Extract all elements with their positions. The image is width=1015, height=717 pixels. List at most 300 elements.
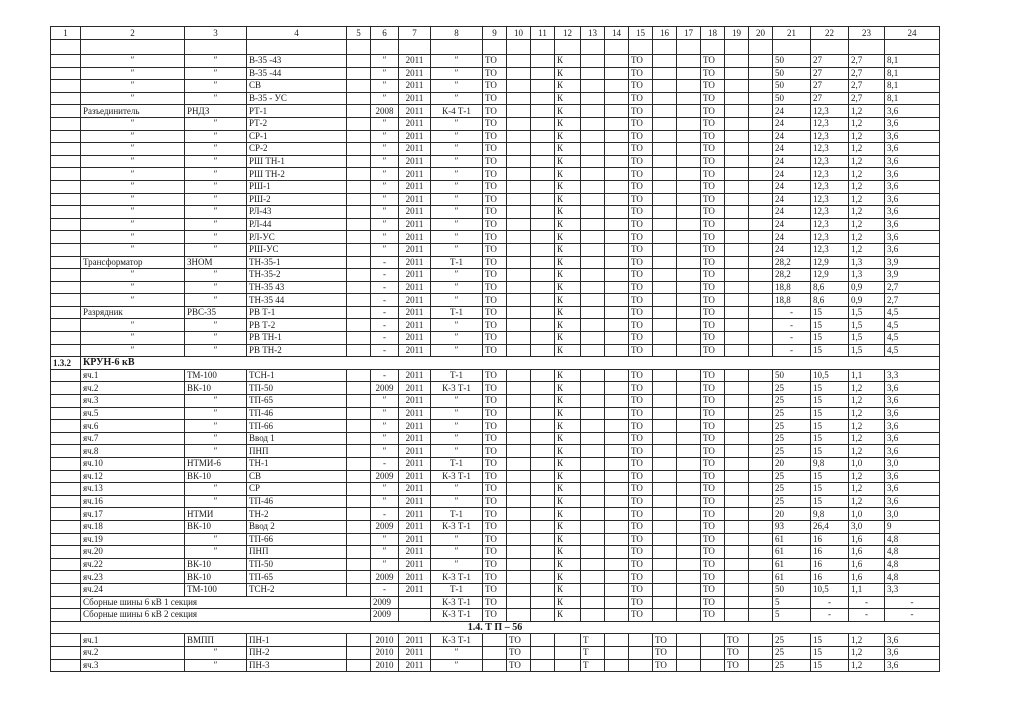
empty-cell [531, 143, 555, 156]
empty-cell [507, 395, 531, 408]
cell-col-6: ″ [371, 193, 399, 206]
cell-col-21: 24 [773, 105, 811, 118]
empty-cell [581, 344, 605, 357]
empty-cell [677, 130, 701, 143]
cell-col-9: ТО [483, 369, 507, 382]
empty-cell [51, 483, 81, 496]
cell-col-22: 15 [811, 470, 849, 483]
cell-col-4: Ввод 1 [247, 432, 347, 445]
empty-cell [653, 218, 677, 231]
cell-col-4: РШ-1 [247, 180, 347, 193]
empty-cell [347, 130, 371, 143]
cell-col-22: 15 [811, 483, 849, 496]
empty-cell [555, 646, 581, 659]
cell-col-18: ТО [701, 130, 725, 143]
cell-col-9: ТО [483, 458, 507, 471]
empty-cell [51, 80, 81, 93]
empty-cell [51, 445, 81, 458]
cell-col-3: ″ [185, 445, 247, 458]
cell-col-24: 4,8 [885, 558, 940, 571]
empty-cell [531, 533, 555, 546]
cell-col-7: 2011 [399, 143, 431, 156]
cell-col-7: 2011 [399, 458, 431, 471]
cell-col-9: ТО [483, 243, 507, 256]
empty-cell [605, 571, 629, 584]
cell-col-23: 1,2 [849, 218, 885, 231]
cell-col-4: РШ-УС [247, 243, 347, 256]
cell-col-3: ″ [185, 243, 247, 256]
empty-cell [605, 306, 629, 319]
cell-col-15: ТО [629, 344, 653, 357]
empty-cell [347, 382, 371, 395]
empty-cell [531, 55, 555, 68]
empty-cell [531, 168, 555, 181]
empty-cell [371, 40, 399, 55]
cell-col-6: 2008 [371, 105, 399, 118]
cell-col-9: ТО [483, 609, 507, 622]
empty-cell [51, 193, 81, 206]
table-row [51, 256, 940, 269]
cell-col-9: ТО [483, 55, 507, 68]
empty-cell [347, 168, 371, 181]
empty-cell [51, 105, 81, 118]
table-row [51, 193, 940, 206]
empty-cell [507, 117, 531, 130]
cell-col-6: - [371, 281, 399, 294]
empty-cell [677, 332, 701, 345]
cell-col-2: яч.6 [81, 420, 185, 433]
empty-cell [581, 520, 605, 533]
empty-cell [725, 40, 749, 55]
cell-col-7: 2011 [399, 155, 431, 168]
empty-cell [581, 432, 605, 445]
empty-cell [51, 634, 81, 647]
empty-cell [725, 67, 749, 80]
cell-col-9: ТО [483, 67, 507, 80]
cell-col-18: ТО [701, 117, 725, 130]
cell-col-16: ТО [653, 646, 677, 659]
cell-col-21: 25 [773, 659, 811, 672]
cell-col-3: ″ [185, 407, 247, 420]
cell-col-24: 8,1 [885, 55, 940, 68]
cell-col-3: ″ [185, 420, 247, 433]
cell-col-23: 1,3 [849, 269, 885, 282]
empty-cell [653, 558, 677, 571]
cell-col-3: ″ [185, 92, 247, 105]
empty-cell [507, 40, 531, 55]
empty-cell [749, 256, 773, 269]
cell-col-21: 24 [773, 117, 811, 130]
cell-col-23: 1,2 [849, 395, 885, 408]
cell-col-7: 2011 [399, 369, 431, 382]
empty-cell [605, 483, 629, 496]
cell-col-15: ТО [629, 180, 653, 193]
cell-col-21: 24 [773, 231, 811, 244]
empty-cell [51, 546, 81, 559]
cell-col-22: 15 [811, 646, 849, 659]
empty-cell [581, 80, 605, 93]
cell-col-22: 15 [811, 495, 849, 508]
empty-cell [605, 218, 629, 231]
cell-col-7: 2011 [399, 130, 431, 143]
empty-cell [725, 382, 749, 395]
empty-cell [677, 432, 701, 445]
cell-col-22: 16 [811, 533, 849, 546]
empty-cell [531, 634, 555, 647]
cell-col-23: 1,2 [849, 470, 885, 483]
empty-cell [749, 40, 773, 55]
cell-col-8: ″ [431, 231, 483, 244]
cell-col-24: - [885, 609, 940, 622]
cell-col-15: ТО [629, 483, 653, 496]
cell-col-18: ТО [701, 243, 725, 256]
cell-col-8: Т-1 [431, 583, 483, 596]
cell-col-7: 2011 [399, 583, 431, 596]
empty-cell [581, 495, 605, 508]
empty-cell [507, 281, 531, 294]
empty-cell [581, 445, 605, 458]
empty-cell [51, 583, 81, 596]
empty-cell [749, 596, 773, 609]
empty-cell [677, 55, 701, 68]
cell-col-9: ТО [483, 193, 507, 206]
cell-col-22: 15 [811, 445, 849, 458]
empty-cell [725, 583, 749, 596]
empty-cell [347, 407, 371, 420]
cell-col-7: 2011 [399, 495, 431, 508]
empty-cell [605, 495, 629, 508]
empty-cell [725, 508, 749, 521]
cell-col-22: - [811, 609, 849, 622]
empty-cell [51, 470, 81, 483]
cell-col-3: ″ [185, 143, 247, 156]
empty-cell [725, 281, 749, 294]
table-row [51, 407, 940, 420]
cell-col-21: 25 [773, 483, 811, 496]
cell-col-15: ТО [629, 395, 653, 408]
cell-col-21: 25 [773, 395, 811, 408]
table-row [51, 67, 940, 80]
cell-col-21: 24 [773, 206, 811, 219]
section-number: 1.3.2 [51, 357, 81, 370]
cell-col-23: 2,7 [849, 67, 885, 80]
cell-col-2: яч.19 [81, 533, 185, 546]
cell-col-18: ТО [701, 218, 725, 231]
empty-cell [725, 55, 749, 68]
cell-col-15: ТО [629, 332, 653, 345]
cell-col-10: ТО [507, 659, 531, 672]
empty-cell [581, 206, 605, 219]
empty-cell [677, 445, 701, 458]
table-row [51, 646, 940, 659]
cell-col-18: ТО [701, 445, 725, 458]
empty-cell [347, 294, 371, 307]
cell-col-2: ″ [81, 231, 185, 244]
empty-cell [555, 40, 581, 55]
empty-cell [629, 659, 653, 672]
column-number-cell: 8 [431, 27, 483, 40]
cell-col-2: яч.2 [81, 646, 185, 659]
empty-cell [605, 558, 629, 571]
cell-col-7: 2011 [399, 470, 431, 483]
cell-col-4: РВ Т-2 [247, 319, 347, 332]
empty-cell [605, 281, 629, 294]
cell-col-4: РШ ТН-2 [247, 168, 347, 181]
empty-cell [749, 67, 773, 80]
empty-cell [347, 445, 371, 458]
empty-cell [653, 40, 677, 55]
cell-col-21: 5 [773, 609, 811, 622]
empty-cell [677, 520, 701, 533]
cell-col-24: 3,6 [885, 231, 940, 244]
cell-col-23: 1,2 [849, 193, 885, 206]
cell-col-13: Т [581, 659, 605, 672]
empty-cell [725, 483, 749, 496]
cell-col-12: К [555, 407, 581, 420]
cell-col-19: ТО [725, 659, 749, 672]
empty-cell [347, 206, 371, 219]
empty-cell [749, 609, 773, 622]
empty-cell [51, 306, 81, 319]
cell-col-3: ″ [185, 55, 247, 68]
cell-col-22: 12,3 [811, 193, 849, 206]
cell-col-21: 50 [773, 369, 811, 382]
empty-cell [605, 470, 629, 483]
cell-col-9: ТО [483, 546, 507, 559]
empty-cell [507, 520, 531, 533]
empty-cell [507, 218, 531, 231]
empty-cell [581, 55, 605, 68]
table-row [51, 269, 940, 282]
cell-col-19: ТО [725, 634, 749, 647]
empty-cell [347, 180, 371, 193]
empty-cell [507, 558, 531, 571]
cell-col-4: ПН-2 [247, 646, 347, 659]
cell-col-8: ″ [431, 344, 483, 357]
empty-cell [51, 369, 81, 382]
cell-col-22: 12,3 [811, 206, 849, 219]
cell-col-15: ТО [629, 143, 653, 156]
empty-cell [725, 533, 749, 546]
cell-col-8: ″ [431, 395, 483, 408]
empty-cell [347, 143, 371, 156]
cell-col-8: ″ [431, 92, 483, 105]
table-row [51, 432, 940, 445]
empty-cell [605, 332, 629, 345]
empty-cell [653, 369, 677, 382]
cell-col-2: ″ [81, 218, 185, 231]
cell-col-7: 2011 [399, 117, 431, 130]
cell-col-22: 16 [811, 546, 849, 559]
cell-col-24: 3,6 [885, 445, 940, 458]
cell-col-4: ТП-50 [247, 382, 347, 395]
empty-cell [749, 243, 773, 256]
empty-cell [677, 40, 701, 55]
cell-col-24: 2,7 [885, 294, 940, 307]
table-row [51, 558, 940, 571]
cell-col-12: К [555, 609, 581, 622]
cell-col-4: ТСН-2 [247, 583, 347, 596]
cell-col-18: ТО [701, 508, 725, 521]
cell-col-4: ТП-50 [247, 558, 347, 571]
table-row [51, 470, 940, 483]
cell-col-2: ″ [81, 55, 185, 68]
empty-cell [531, 269, 555, 282]
empty-cell [507, 243, 531, 256]
empty-cell [483, 40, 507, 55]
empty-cell [653, 332, 677, 345]
cell-col-12: К [555, 281, 581, 294]
cell-col-24: 8,1 [885, 92, 940, 105]
empty-cell [677, 105, 701, 118]
column-number-cell: 10 [507, 27, 531, 40]
empty-cell [677, 483, 701, 496]
cell-col-23: 3,0 [849, 520, 885, 533]
empty-cell [531, 458, 555, 471]
cell-col-18: ТО [701, 609, 725, 622]
cell-col-2: яч.20 [81, 546, 185, 559]
cell-col-8: ″ [431, 659, 483, 672]
cell-col-12: К [555, 395, 581, 408]
empty-cell [531, 420, 555, 433]
empty-cell [653, 520, 677, 533]
empty-cell [531, 369, 555, 382]
cell-col-12: К [555, 143, 581, 156]
cell-col-24: 3,6 [885, 155, 940, 168]
cell-col-6: - [371, 369, 399, 382]
cell-col-22: 15 [811, 382, 849, 395]
cell-col-8: ″ [431, 67, 483, 80]
empty-cell [507, 193, 531, 206]
empty-cell [725, 470, 749, 483]
table-row [51, 483, 940, 496]
empty-cell [725, 117, 749, 130]
empty-cell [531, 558, 555, 571]
empty-cell [531, 67, 555, 80]
empty-cell [653, 206, 677, 219]
cell-col-12: К [555, 105, 581, 118]
cell-col-24: - [885, 596, 940, 609]
empty-cell [849, 40, 885, 55]
cell-col-22: 15 [811, 407, 849, 420]
cell-col-15: ТО [629, 168, 653, 181]
empty-cell [347, 420, 371, 433]
cell-col-12: К [555, 344, 581, 357]
cell-col-2: ″ [81, 168, 185, 181]
busbar-label: Сборные шины 6 кВ 2 секция [81, 609, 371, 622]
cell-col-23: 1,2 [849, 432, 885, 445]
empty-cell [677, 67, 701, 80]
cell-col-8: ″ [431, 130, 483, 143]
cell-col-18: ТО [701, 546, 725, 559]
cell-col-12: К [555, 558, 581, 571]
cell-col-4: ТП-65 [247, 395, 347, 408]
cell-col-23: 1,0 [849, 458, 885, 471]
cell-col-12: К [555, 80, 581, 93]
cell-col-23: 1,5 [849, 306, 885, 319]
empty-cell [677, 269, 701, 282]
empty-cell [677, 117, 701, 130]
cell-col-23: 1,2 [849, 445, 885, 458]
empty-cell [677, 193, 701, 206]
cell-col-21: 24 [773, 193, 811, 206]
cell-col-18: ТО [701, 92, 725, 105]
empty-cell [749, 143, 773, 156]
empty-cell [51, 294, 81, 307]
cell-col-15: ТО [629, 306, 653, 319]
empty-cell [653, 546, 677, 559]
cell-col-22: 15 [811, 332, 849, 345]
cell-col-6: ″ [371, 483, 399, 496]
empty-cell [605, 294, 629, 307]
cell-col-23: 1,6 [849, 546, 885, 559]
cell-col-6: 2010 [371, 634, 399, 647]
cell-col-9: ТО [483, 294, 507, 307]
column-number-cell: 12 [555, 27, 581, 40]
cell-col-6: ″ [371, 395, 399, 408]
cell-col-21: 50 [773, 55, 811, 68]
cell-col-6: ″ [371, 420, 399, 433]
cell-col-6: - [371, 256, 399, 269]
empty-cell [347, 256, 371, 269]
cell-col-21: 25 [773, 407, 811, 420]
cell-col-9: ТО [483, 332, 507, 345]
empty-cell [677, 243, 701, 256]
cell-col-4: ПНП [247, 546, 347, 559]
empty-cell [725, 92, 749, 105]
empty-cell [605, 445, 629, 458]
empty-cell [725, 193, 749, 206]
empty-cell [347, 344, 371, 357]
empty-cell [725, 243, 749, 256]
empty-cell [531, 659, 555, 672]
empty-cell [749, 319, 773, 332]
empty-cell [581, 470, 605, 483]
empty-cell [581, 67, 605, 80]
cell-col-8: Т-1 [431, 508, 483, 521]
empty-cell [653, 231, 677, 244]
cell-col-21: 24 [773, 218, 811, 231]
empty-cell [347, 483, 371, 496]
empty-cell [51, 55, 81, 68]
column-number-cell: 14 [605, 27, 629, 40]
cell-col-23: 1,5 [849, 344, 885, 357]
cell-col-21: 18,8 [773, 294, 811, 307]
empty-cell [531, 319, 555, 332]
cell-col-8: ″ [431, 533, 483, 546]
empty-cell [185, 40, 247, 55]
cell-col-15: ТО [629, 558, 653, 571]
empty-cell [653, 67, 677, 80]
empty-cell [581, 458, 605, 471]
cell-col-7: 2011 [399, 558, 431, 571]
empty-cell [51, 344, 81, 357]
cell-col-7: 2011 [399, 344, 431, 357]
cell-col-15: ТО [629, 470, 653, 483]
empty-cell [347, 55, 371, 68]
cell-col-9: ТО [483, 571, 507, 584]
cell-col-24: 3,6 [885, 180, 940, 193]
empty-cell [653, 571, 677, 584]
empty-cell [749, 407, 773, 420]
empty-cell [653, 269, 677, 282]
empty-cell [399, 596, 431, 609]
empty-cell [51, 520, 81, 533]
cell-col-22: - [811, 596, 849, 609]
cell-col-21: - [773, 332, 811, 345]
empty-cell [749, 520, 773, 533]
busbar-label: Сборные шины 6 кВ 1 секция [81, 596, 371, 609]
